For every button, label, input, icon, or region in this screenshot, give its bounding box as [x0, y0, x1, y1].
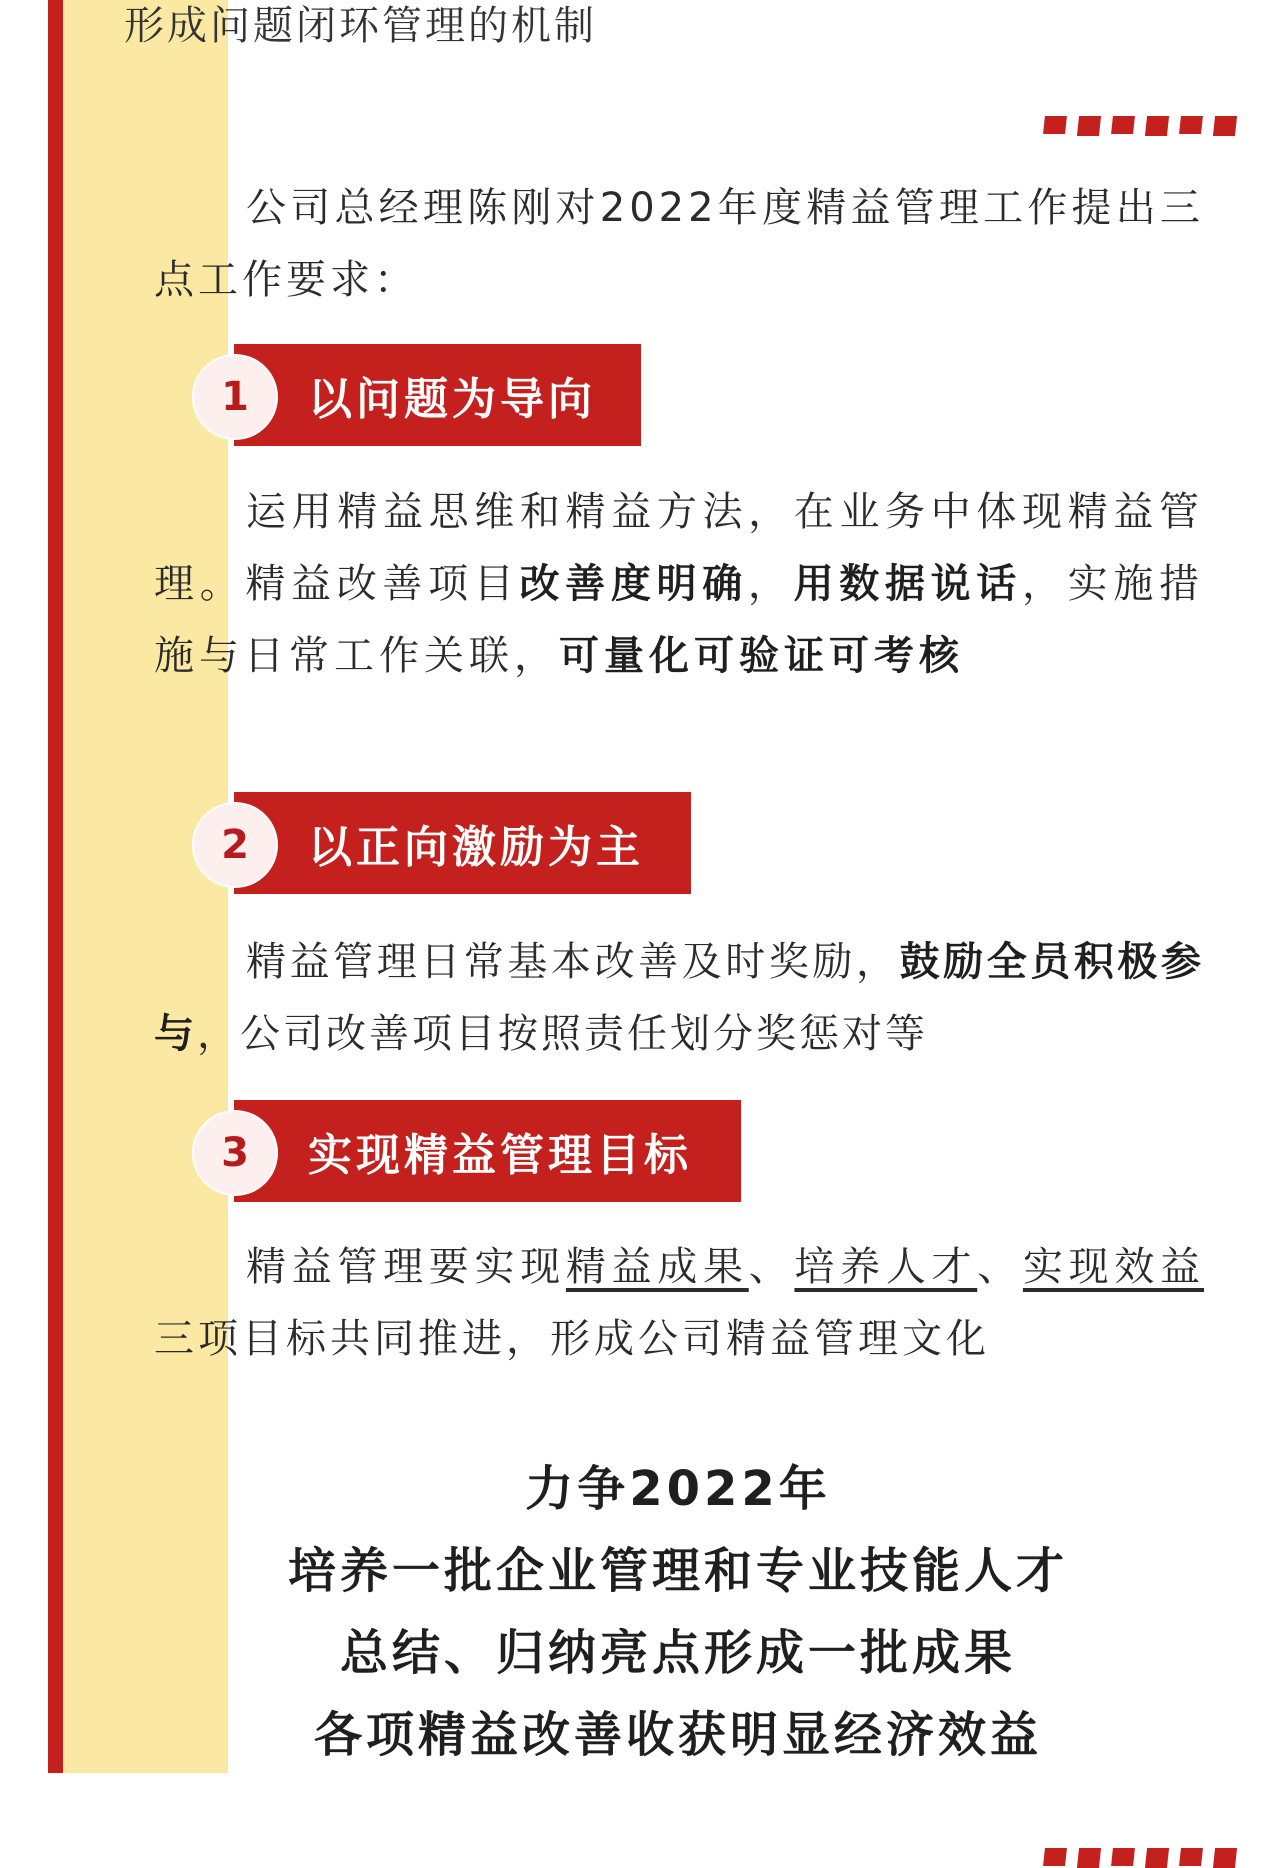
- red-dash-decoration-top: [1044, 116, 1248, 136]
- goal-line: 各项精益改善收获明显经济效益: [313, 1707, 1042, 1763]
- section-title-2: 以正向激励为主: [234, 792, 691, 894]
- section-number-3: 3: [194, 1112, 276, 1194]
- section-title-3: 实现精益管理目标: [234, 1100, 741, 1202]
- top-title: 形成问题闭环管理的机制: [124, 3, 597, 49]
- section-body-1: 运用精益思维和精益方法，在业务中体现精益管理。精益改善项目改善度明确，用数据说话，实施措施与日常工作关联，可量化可验证可考核: [154, 489, 1205, 679]
- goal-line: 总结、归纳亮点形成一批成果: [339, 1625, 1016, 1681]
- goal-line: 培养一批企业管理和专业技能人才: [287, 1543, 1068, 1599]
- goal-line: 力争2022年: [525, 1461, 831, 1517]
- left-red-stripe: [48, 0, 63, 1773]
- section-number-1: 1: [194, 356, 276, 438]
- red-dash-decoration-bottom: [1044, 1848, 1248, 1868]
- section-body-3: 精益管理要实现精益成果、培养人才、实现效益三项目标共同推进，形成公司精益管理文化: [154, 1244, 1205, 1362]
- intro-paragraph: 公司总经理陈刚对2022年度精益管理工作提出三点工作要求：: [154, 185, 1204, 303]
- goals-block: [228, 1448, 1128, 1776]
- section-title-1: 以问题为导向: [234, 344, 641, 446]
- section-body-2: 精益管理日常基本改善及时奖励，鼓励全员积极参与，公司改善项目按照责任划分奖惩对等: [154, 939, 1205, 1057]
- section-number-2: 2: [194, 804, 276, 886]
